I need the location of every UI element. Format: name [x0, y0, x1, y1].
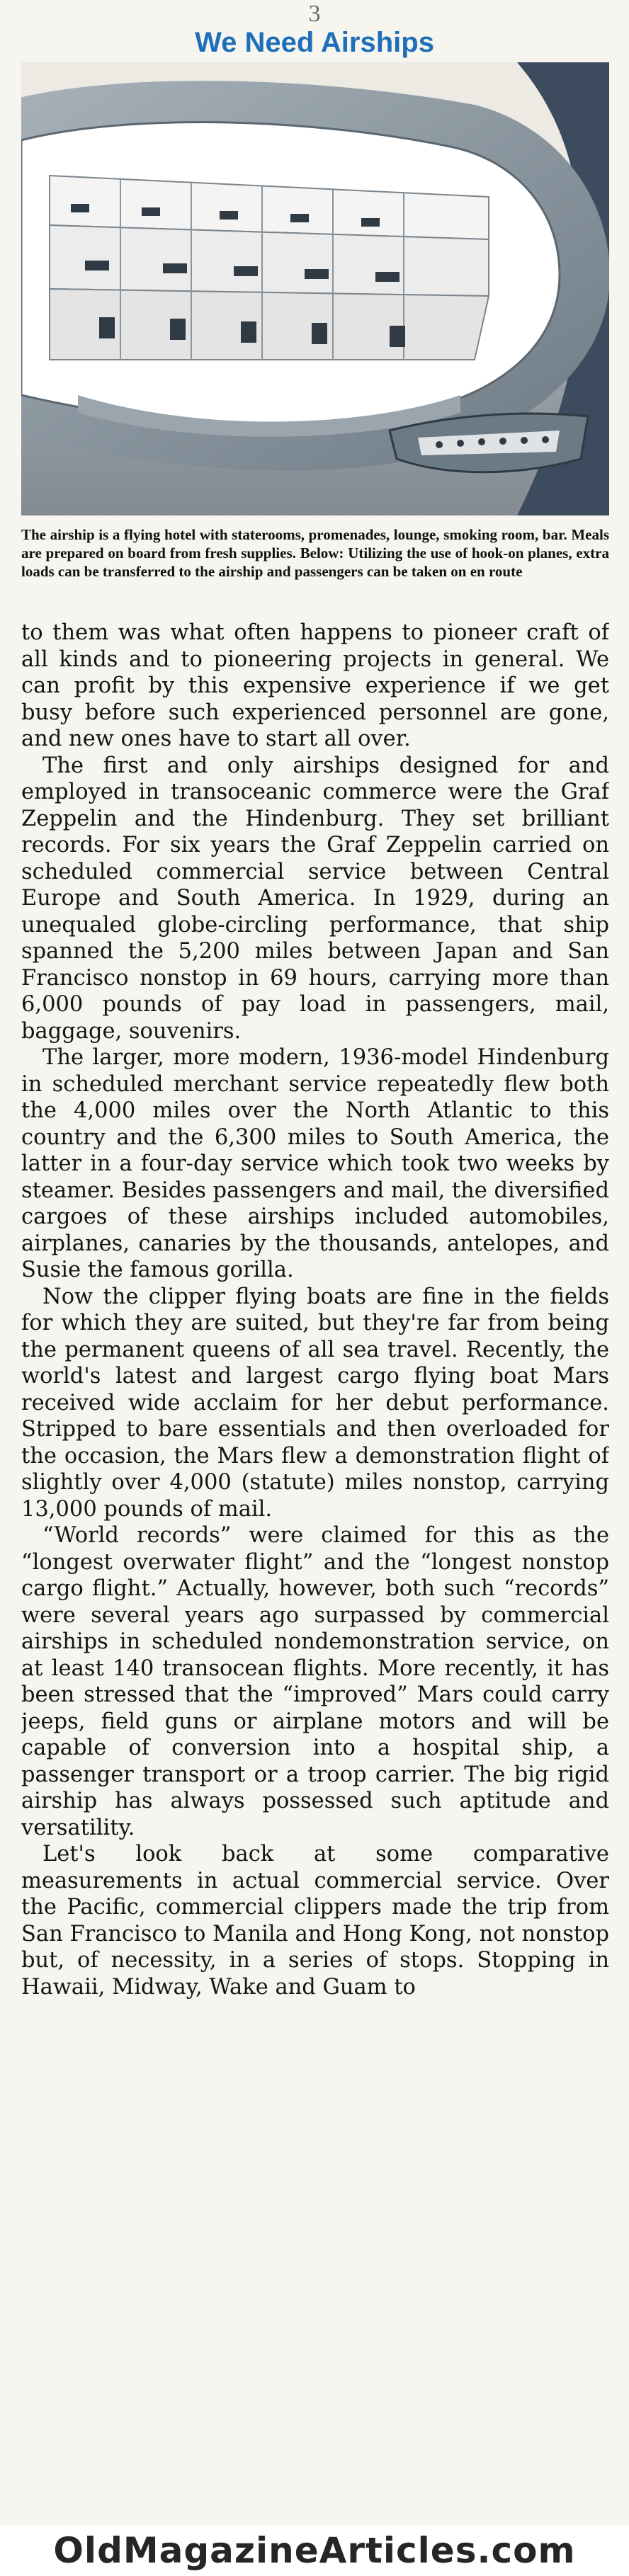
article-paragraph: Let's look back at some comparative measurements in actual commercial service. Over the Pacific, commercial clippers made the trip from San Francisco to Manila and Hong Kong, not nonstop but, of necessity, in a series of stops. Stopping in Hawaii, Midway, Wake and Guam to: [21, 1842, 609, 2000]
article-body: [21, 620, 609, 2500]
article-paragraph: Now the clipper flying boats are fine in the fields for which they are suited, but they're far from being the permanent queens of all sea travel. Recently, the world's latest and largest cargo flying boat Mars received wide acclaim for her debut performance. Stripped to bare essentials and then overloaded for the occasion, the Mars flew a demonstration flight of slightly over 4,000 (statute) miles nonstop, carrying 13,000 pounds of mail.: [21, 1284, 609, 1522]
site-watermark: OldMagazineArticles.com: [0, 2525, 629, 2576]
page-number: 3: [308, 1, 321, 27]
airship-cutaway-drawing: [21, 62, 609, 515]
article-headline: We Need Airships: [195, 27, 434, 58]
article-paragraph: The larger, more modern, 1936-model Hindenburg in scheduled merchant service repeatedly flew both the 4,000 miles over the North Atlantic to this country and the 6,300 miles to South America, the latter in a four-day service which took two weeks by steamer. Besides passengers and mail, the diversified cargoes of these airships included automobiles, airplanes, canaries by the thousands, antelopes, and Susie the famous gorilla.: [21, 1045, 609, 1282]
article-paragraph: “World records” were claimed for this as the “longest overwater flight” and the “longest nonstop cargo flight.” Actually, however, both such “records” were several years ago surpassed by commercial airships in scheduled nondemonstration service, on at least 140 transocean flights. More recently, it has been stressed that the “improved” Mars could carry jeeps, field guns or airplane motors and will be capable of conversion into a hospital ship, a passenger transport or a troop carrier. The big rigid airship has always possessed such aptitude and versatility.: [21, 1523, 609, 1840]
article-paragraph: The first and only airships designed for and employed in transoceanic commerce were the Graf Zeppelin and the Hindenburg. They set brilliant records. For six years the Graf Zeppelin carried on scheduled commercial service between Central Europe and South America. In 1929, during an unequaled globe-circling performance, that ship spanned the 5,200 miles between Japan and San Francisco nonstop in 69 hours, carrying more than 6,000 pounds of pay load in passengers, mail, baggage, souvenirs.: [21, 753, 609, 1044]
figure-caption: The airship is a flying hotel with staterooms, promenades, lounge, smoking room, bar. Meals are prepared on board from fresh supplies. Below: Utilizing the use of hook-on planes, extra loads can be transferred to the airship and passengers can be taken on en route: [21, 526, 609, 580]
article-paragraph: to them was what often happens to pioneer craft of all kinds and to pioneering projects in general. We can profit by this expensive experience if we get busy before such experienced personnel are gone, and new ones have to start all over.: [21, 620, 609, 751]
airship-cutaway-illustration: [21, 62, 609, 515]
